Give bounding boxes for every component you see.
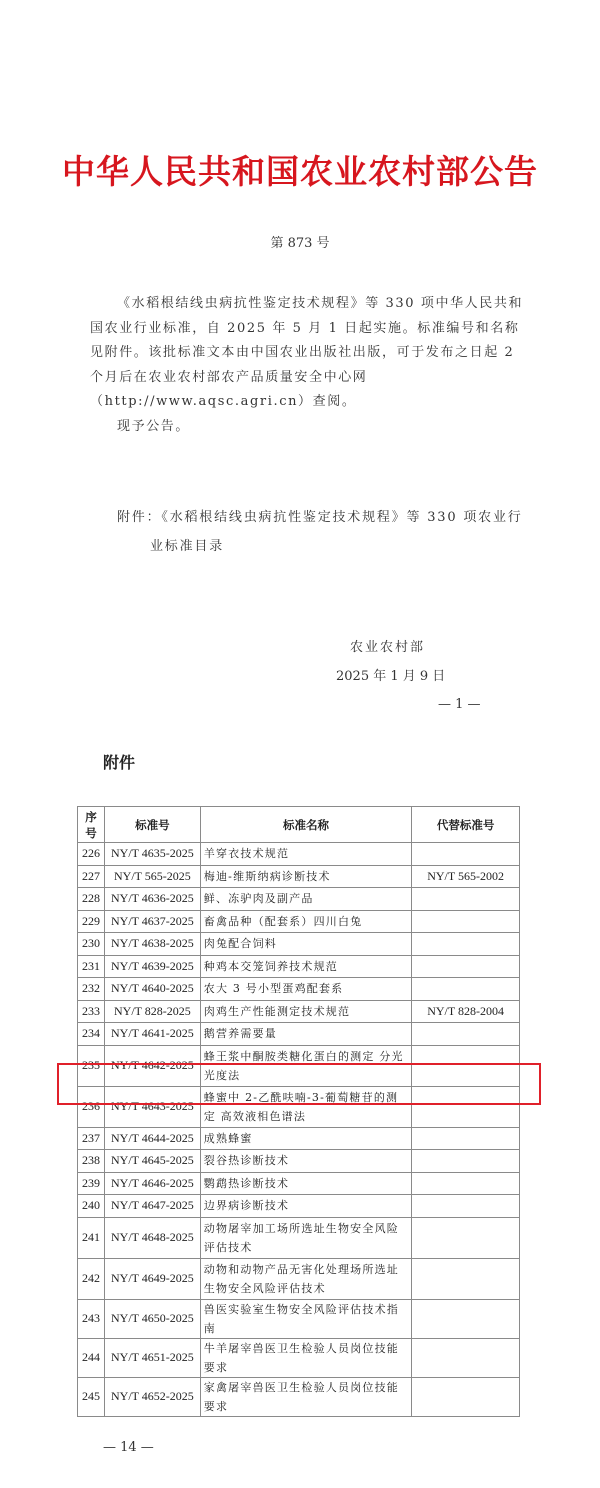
table-row (78, 865, 520, 888)
table-row (78, 910, 520, 933)
table-row (78, 955, 520, 978)
issue-number: 第 873 号 (270, 236, 330, 251)
header-name: 标准名称 (200, 807, 411, 843)
cell-replaces (412, 843, 520, 866)
table-row (78, 1195, 520, 1218)
cell-name: 羊穿衣技术规范 (200, 843, 411, 866)
header-replaces: 代替标准号 (412, 807, 520, 843)
cell-code: NY/T 565-2025 (104, 865, 200, 888)
cell-name: 成熟蜂蜜 (200, 1127, 411, 1150)
table-row (78, 1299, 520, 1338)
cell-serial: 242 (78, 1258, 105, 1299)
cell-code: NY/T 4638-2025 (104, 933, 200, 956)
cell-name: 家禽屠宰兽医卫生检验人员岗位技能要求 (200, 1377, 411, 1416)
cell-name: 鹦鹉热诊断技术 (200, 1172, 411, 1195)
cell-serial: 241 (78, 1217, 105, 1258)
cell-replaces (412, 1150, 520, 1173)
cell-replaces (412, 1195, 520, 1218)
cell-replaces (412, 1377, 520, 1416)
appendix-heading: 附件 (103, 753, 136, 772)
table-header-row (78, 807, 520, 843)
cell-serial: 236 (78, 1086, 105, 1127)
body-paragraph: 现予公告。 (117, 418, 191, 434)
cell-replaces (412, 1127, 520, 1150)
table-row (78, 1127, 520, 1150)
cell-name: 梅迪-维斯纳病诊断技术 (200, 865, 411, 888)
cell-name: 鹅营养需要量 (200, 1023, 411, 1046)
cell-serial: 229 (78, 910, 105, 933)
cell-code: NY/T 4644-2025 (104, 1127, 200, 1150)
table-row (78, 1000, 520, 1023)
cell-code: NY/T 4645-2025 (104, 1150, 200, 1173)
table-row (78, 1338, 520, 1377)
cell-name: 动物和动物产品无害化处理场所选址生物安全风险评估技术 (200, 1258, 411, 1299)
cell-code: NY/T 4635-2025 (104, 843, 200, 866)
cell-code: NY/T 4639-2025 (104, 955, 200, 978)
cell-replaces (412, 910, 520, 933)
cell-replaces (412, 1023, 520, 1046)
cell-replaces (412, 933, 520, 956)
cell-name: 兽医实验室生物安全风险评估技术指南 (200, 1299, 411, 1338)
notice-body (90, 292, 530, 439)
cell-code: NY/T 4637-2025 (104, 910, 200, 933)
standards-table (77, 806, 520, 1417)
table-row (78, 1023, 520, 1046)
highlight-box (57, 1063, 541, 1105)
cell-name: 种鸡本交笼饲养技术规范 (200, 955, 411, 978)
signature-org: 农业农村部 (350, 640, 426, 655)
cell-replaces (412, 955, 520, 978)
cell-serial: 230 (78, 933, 105, 956)
cell-replaces: NY/T 828-2004 (412, 1000, 520, 1023)
cell-replaces (412, 1258, 520, 1299)
header-code: 标准号 (104, 807, 200, 843)
table-row (78, 933, 520, 956)
cell-replaces (412, 1217, 520, 1258)
cell-code: NY/T 4648-2025 (104, 1217, 200, 1258)
attachment-line: 附件：《水稻根结线虫病抗性鉴定技术规程》等 330 项农业行 (117, 510, 523, 525)
attachment-reference (117, 503, 537, 561)
table-row (78, 1377, 520, 1416)
cell-name: 蜂蜜中 2-乙酰呋喃-3-葡萄糖苷的测定 高效液相色谱法 (200, 1086, 411, 1127)
cell-serial: 232 (78, 978, 105, 1001)
cell-serial: 234 (78, 1023, 105, 1046)
cell-name: 蜂王浆中酮胺类糖化蛋白的测定 分光光度法 (200, 1045, 411, 1086)
cell-name: 农大 3 号小型蛋鸡配套系 (200, 978, 411, 1001)
cell-name: 动物屠宰加工场所选址生物安全风险评估技术 (200, 1217, 411, 1258)
cell-code: NY/T 4651-2025 (104, 1338, 200, 1377)
cell-serial: 228 (78, 888, 105, 911)
table-row (78, 843, 520, 866)
notice-title: 中华人民共和国农业农村部公告 (62, 152, 538, 191)
cell-code: NY/T 4641-2025 (104, 1023, 200, 1046)
cell-code: NY/T 4652-2025 (104, 1377, 200, 1416)
page-number: — 1 — (438, 697, 481, 712)
table-row (78, 1150, 520, 1173)
cell-serial: 243 (78, 1299, 105, 1338)
cell-replaces (412, 978, 520, 1001)
cell-serial: 240 (78, 1195, 105, 1218)
body-paragraph: 《水稻根结线虫病抗性鉴定技术规程》等 330 项中华人民共和国农业行业标准，自 2025 年 5 月 1 日起实施。标准编号和名称见附件。该批标准文本由中国农业出版社出版，可于发布之日起 2 个月后在农业农村部农产品质量安全中心网（http://www.aqsc.agri.cn）查阅。 (90, 296, 524, 409)
cell-name: 肉兔配合饲料 (200, 933, 411, 956)
table-row (78, 1172, 520, 1195)
cell-replaces (412, 1338, 520, 1377)
header-serial: 序号 (78, 807, 105, 843)
cell-name: 鲜、冻驴肉及副产品 (200, 888, 411, 911)
cell-code: NY/T 4642-2025 (104, 1045, 200, 1086)
cell-name: 裂谷热诊断技术 (200, 1150, 411, 1173)
cell-code: NY/T 4646-2025 (104, 1172, 200, 1195)
cell-serial: 227 (78, 865, 105, 888)
signature-date: 2025 年 1 月 9 日 (336, 669, 446, 684)
cell-serial: 231 (78, 955, 105, 978)
cell-code: NY/T 4649-2025 (104, 1258, 200, 1299)
cell-code: NY/T 4636-2025 (104, 888, 200, 911)
cell-replaces (412, 888, 520, 911)
table-row (78, 1258, 520, 1299)
cell-serial: 235 (78, 1045, 105, 1086)
page-number-footer: — 14 — (103, 1440, 154, 1455)
cell-name: 边界病诊断技术 (200, 1195, 411, 1218)
cell-code: NY/T 828-2025 (104, 1000, 200, 1023)
cell-name: 肉鸡生产性能测定技术规范 (200, 1000, 411, 1023)
cell-code: NY/T 4643-2025 (104, 1086, 200, 1127)
cell-code: NY/T 4650-2025 (104, 1299, 200, 1338)
cell-serial: 245 (78, 1377, 105, 1416)
table-row (78, 888, 520, 911)
cell-serial: 238 (78, 1150, 105, 1173)
cell-name: 畜禽品种（配套系）四川白兔 (200, 910, 411, 933)
cell-replaces (412, 1299, 520, 1338)
cell-serial: 239 (78, 1172, 105, 1195)
cell-code: NY/T 4647-2025 (104, 1195, 200, 1218)
cell-code: NY/T 4640-2025 (104, 978, 200, 1001)
cell-serial: 233 (78, 1000, 105, 1023)
cell-replaces: NY/T 565-2002 (412, 865, 520, 888)
cell-serial: 237 (78, 1127, 105, 1150)
cell-serial: 244 (78, 1338, 105, 1377)
table-row (78, 978, 520, 1001)
cell-serial: 226 (78, 843, 105, 866)
cell-name: 牛羊屠宰兽医卫生检验人员岗位技能要求 (200, 1338, 411, 1377)
table-row (78, 1217, 520, 1258)
cell-replaces (412, 1172, 520, 1195)
attachment-line: 业标准目录 (150, 539, 225, 554)
